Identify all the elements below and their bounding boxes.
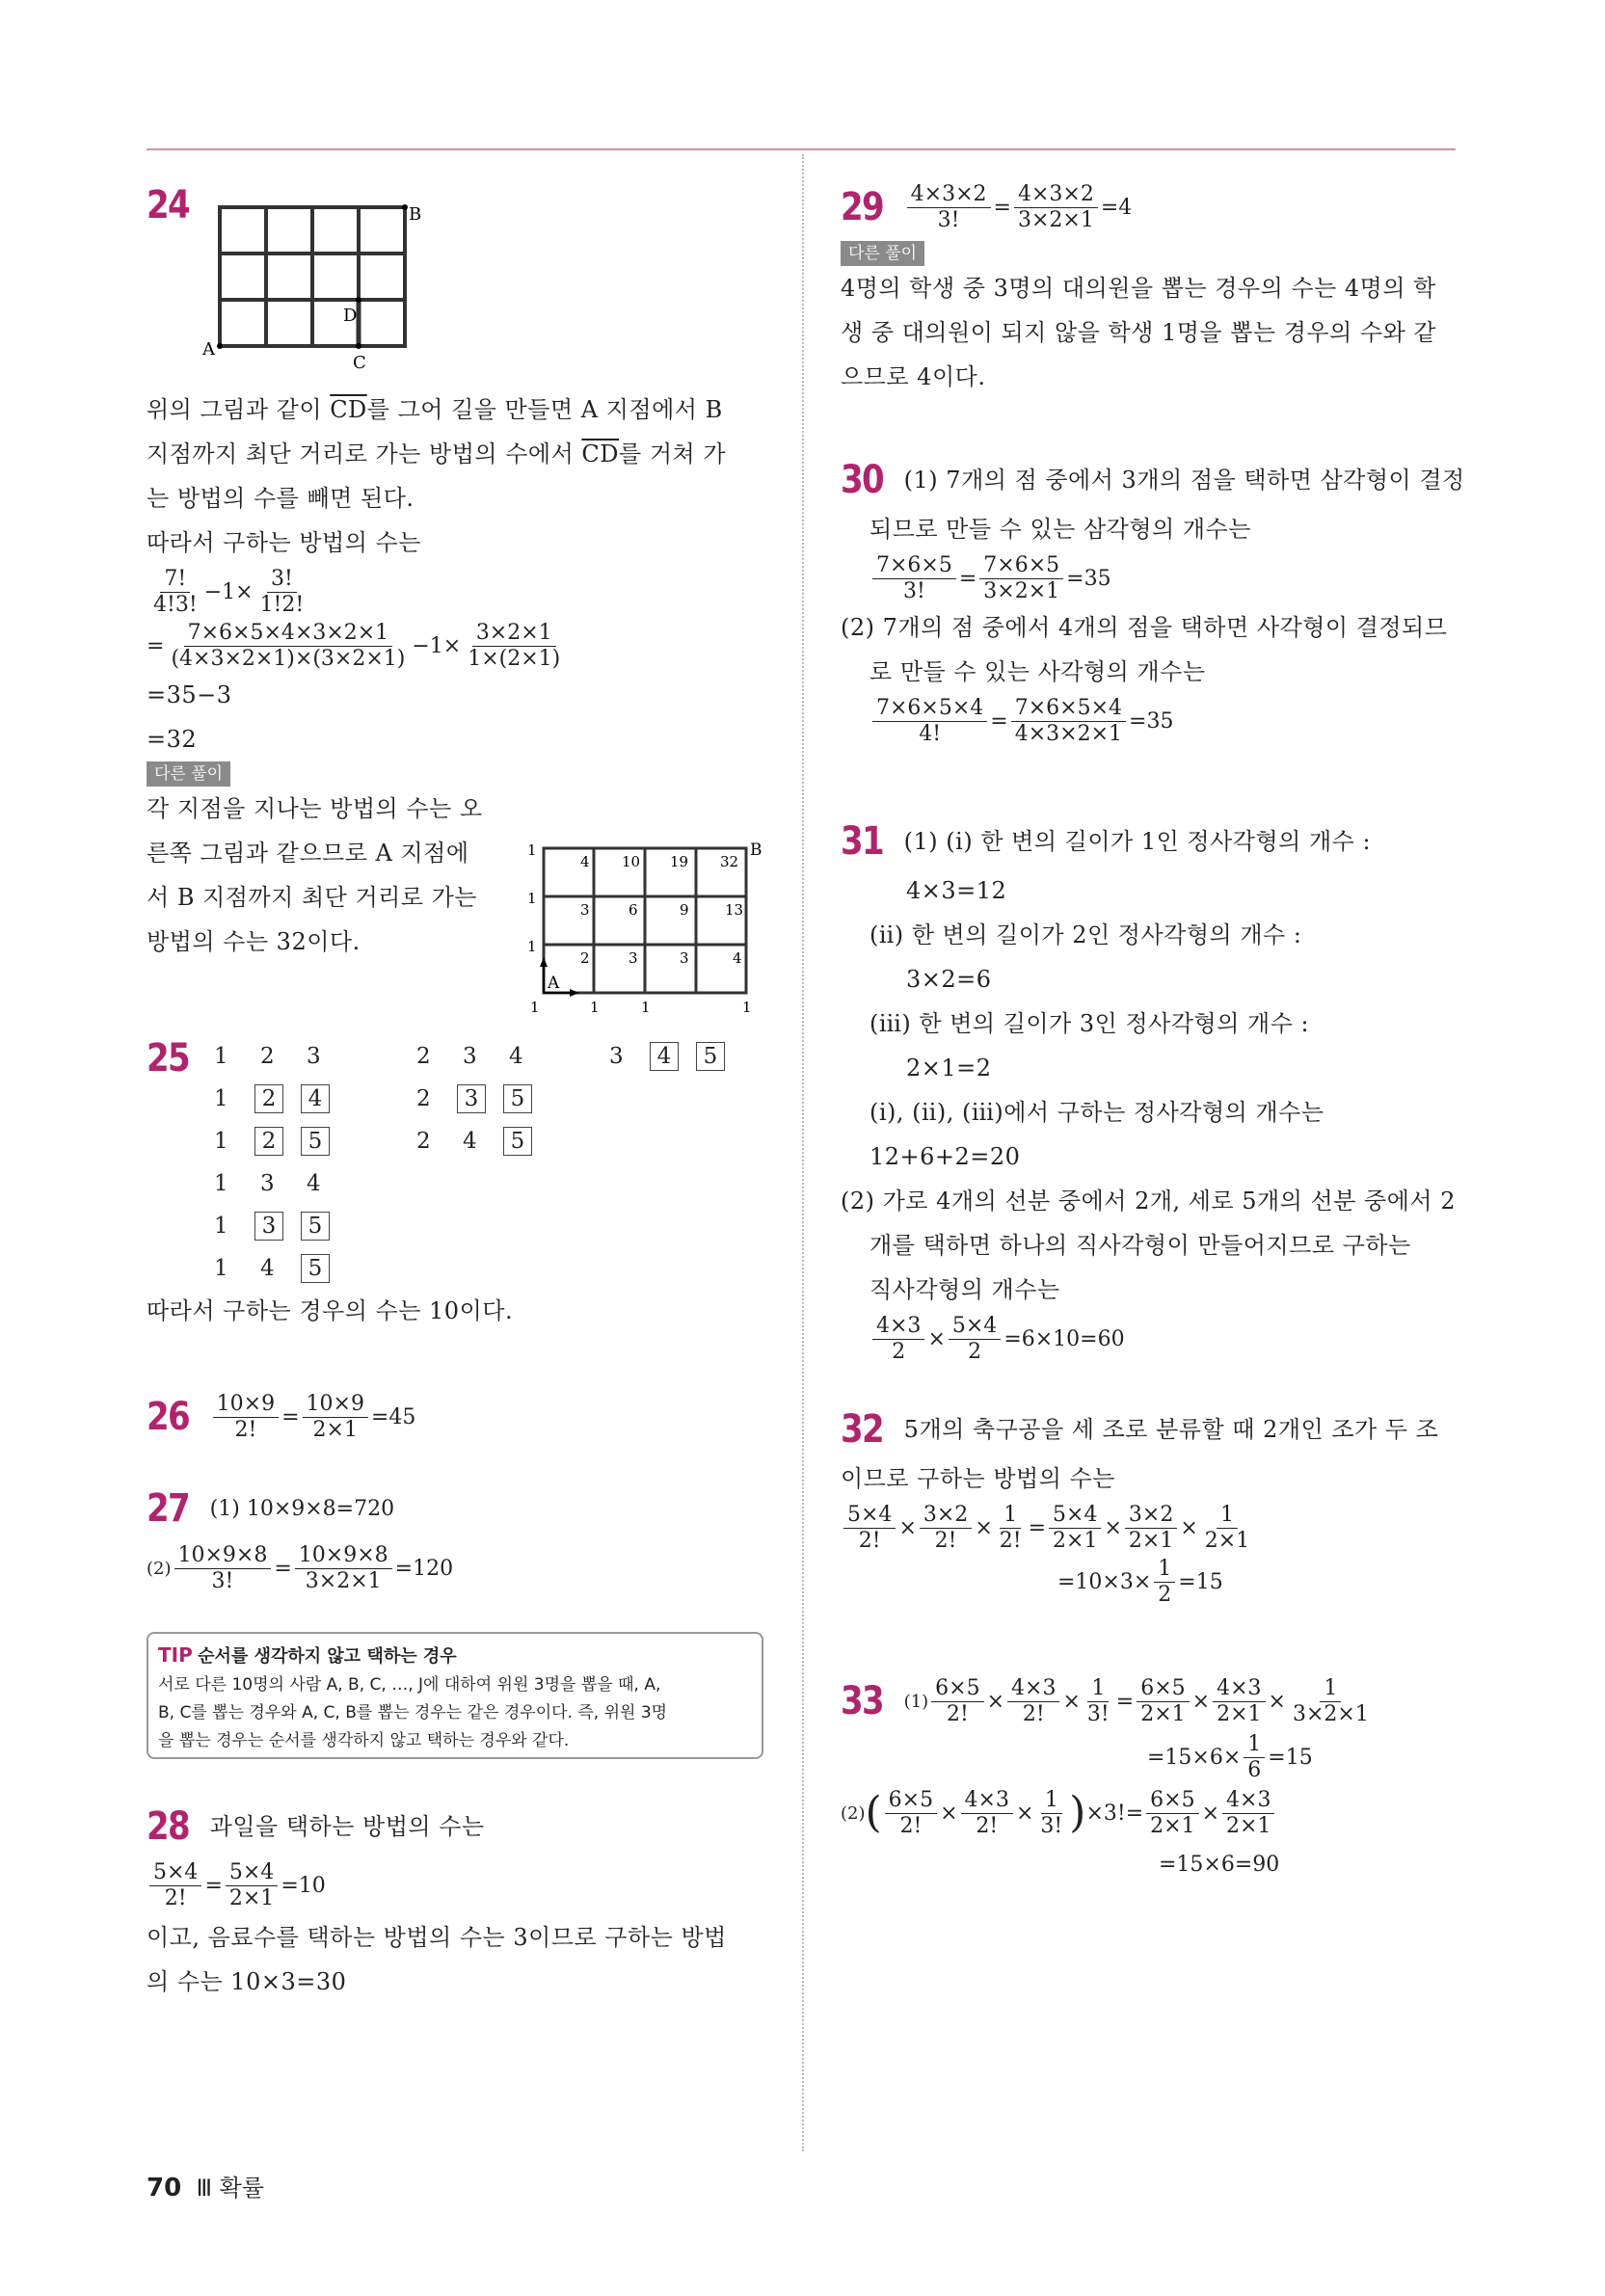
case-digit: 2: [416, 1129, 431, 1154]
problem-30: 30 (1) 7개의 점 중에서 3개의 점을 택하면 삼각형이 결정 되므로 만들 수 있는 삼각형의 개수는 $\frac{7\times 6\times 5}{3!}$ = $\frac{7\times 6\times 5}{3\times 2\times 1}$ =35 (2) 7개의 점 중에서 4개의 점을 택하면 사각형이 결정되므 로 만들 수 있는 사각형의 개수는 $\frac{7\times 6\times 5\times 4}{4!}$ = $\frac{7\times 6\times 5\times 4}{4\times 3\times 2\times 1}$ =35: [841, 458, 1465, 746]
text: 는 방법의 수를 빼면 된다.: [147, 485, 415, 512]
case-digit: 1: [214, 1214, 228, 1239]
text: 되므로 만들 수 있는 삼각형의 개수는: [869, 516, 1251, 543]
text: 4×3=12: [906, 877, 1007, 904]
case-digit: 5: [301, 1127, 330, 1156]
count: 10: [622, 853, 641, 870]
problem-27: 27 (1) 10×9×8=720 (2) $\frac{10\times 9\times 8}{3!}$ = $\frac{10\times 9\times 8}{3\times 2\times 1}$ =120: [147, 1486, 454, 1593]
case-digit: 2: [416, 1086, 431, 1111]
count: 1: [530, 999, 540, 1016]
case-digit: 3: [260, 1171, 275, 1196]
count: 1: [590, 999, 600, 1016]
count: 19: [670, 853, 689, 870]
count: 4: [580, 853, 590, 870]
label-a: A: [548, 974, 560, 993]
text: 3×2=6: [906, 966, 992, 993]
alt-solution-badge: 다른 풀이: [147, 761, 230, 787]
case-digit: 4: [509, 1044, 523, 1069]
text: (ⅱ) 한 변의 길이가 2인 정사각형의 개수 :: [869, 921, 1302, 948]
segment-cd: $\overline{CD}$: [581, 441, 620, 467]
case-digit: 4: [650, 1042, 679, 1071]
text: 을 뽑는 경우는 순서를 생각하지 않고 택하는 경우와 같다.: [158, 1731, 570, 1750]
case-digit: 2: [416, 1044, 431, 1069]
text: (2) 7개의 점 중에서 4개의 점을 택하면 사각형이 결정되므: [841, 614, 1448, 641]
text: (1) 10×9×8=720: [209, 1496, 395, 1521]
label-d: D: [343, 306, 358, 326]
count: 9: [680, 901, 689, 919]
equation: =35−3: [147, 681, 232, 708]
text: 따라서 구하는 경우의 수는 10이다.: [147, 1297, 514, 1324]
case-digit: 3: [254, 1212, 283, 1241]
case-digit: 1: [214, 1044, 228, 1069]
problem-32: 32 5개의 축구공을 세 조로 분류할 때 2개인 조가 두 조 이므로 구하는 방법의 수는 $\frac{5\times 4}{2!}$ × $\frac{3\times 2}{2!}$ × $\frac{1}{2!}$ = $\frac{5\times 4}{2\times 1}$ × $\frac{3\times 2}{2\times 1}$ × $\frac{1}{2\times 1}$ =10×3× $\frac{1}{2}$ =15: [841, 1402, 1462, 1609]
text: 생 중 대의원이 되지 않을 학생 1명을 뽑는 경우의 수와 같: [841, 319, 1437, 346]
problem-number: 27: [147, 1486, 189, 1531]
count: 1: [527, 938, 537, 955]
case-digit: 4: [260, 1256, 275, 1281]
segment-cd: $\overline{CD}$: [330, 396, 367, 423]
text: 으므로 4이다.: [841, 363, 986, 390]
text: 위의 그림과 같이: [147, 396, 331, 423]
grid-figure-24: [195, 202, 422, 376]
problem-number: 28: [147, 1804, 189, 1849]
case-digit: 1: [214, 1129, 228, 1154]
problem-26: 26 $\frac{10\times 9}{2!}$ = $\frac{10\times 9}{2\times 1}$ =45: [147, 1391, 416, 1442]
case-digit: 5: [301, 1254, 330, 1283]
case-digit: 4: [301, 1084, 330, 1113]
equation: =32: [147, 726, 198, 753]
case-digit: 1: [214, 1171, 228, 1196]
problem-number: 30: [841, 458, 883, 502]
label-b: B: [409, 204, 422, 225]
column-divider: [802, 154, 804, 2151]
count: 1: [641, 999, 651, 1016]
problem-number: 32: [841, 1407, 883, 1452]
count: 4: [733, 949, 742, 967]
case-digit: 5: [503, 1127, 532, 1156]
case-digit: 2: [254, 1127, 283, 1156]
problem-number: 33: [841, 1679, 883, 1723]
text: 2×1=2: [906, 1055, 992, 1081]
count: 32: [720, 853, 739, 870]
problem-number: 24: [147, 183, 189, 227]
count: 13: [725, 901, 744, 919]
text: 른쪽 그림과 같으므로 A 지점에: [147, 840, 469, 867]
case-digit: 3: [609, 1044, 624, 1069]
label-c: C: [353, 353, 366, 373]
case-digit: 4: [463, 1129, 477, 1154]
problem-31: 31 (1) (ⅰ) 한 변의 길이가 1인 정사각형의 개수 : 4×3=12 (ⅱ) 한 변의 길이가 2인 정사각형의 개수 : 3×2=6 (ⅲ) 한 변의 길이가 3인 정사각형의 개수 : 2×1=2 (ⅰ), (ⅱ), (ⅲ)에서 구하는 정사각형의 개수는 12+6+2=20 (2) 가로 4개의 선분 중에서 2개, 세로 5개의 선분 중에서 2 개를 택하면 하나의 직사각형이 만들어지므로 구하는 직사각형의 개수는 $\frac{4\times 3}{2}$ × $\frac{5\times 4}{2}$ =6×10=60: [841, 814, 1462, 1366]
problem-number: 29: [841, 185, 883, 229]
text: (2) 가로 4개의 선분 중에서 2개, 세로 5개의 선분 중에서 2: [841, 1188, 1456, 1215]
case-digit: 3: [457, 1084, 486, 1113]
problem-number: 25: [147, 1036, 189, 1081]
path-count-grid: [522, 834, 763, 1027]
problem-33: 33 (1) $\frac{6\times 5}{2!}$ × $\frac{4\times 3}{2!}$ × $\frac{1}{3!}$ = $\frac{6\times 5}{2\times 1}$ × $\frac{4\times 3}{2\times 1}$ × $\frac{1}{3\times 2\times 1}$ =15×6× $\frac{1}{6}$ =15 (2) ( $\frac{6\times 5}{2!}$ × $\frac{4\times 3}{2!}$ × $\frac{1}{3!}$ ) ×3! = $\frac{6\times 5}{2\times 1}$ × $\frac{4\times 3}{2\times 1}$ =15×6=90: [841, 1672, 1462, 1886]
text: 서로 다른 10명의 사람 A, B, C, …, J에 대하여 위원 3명을 뽑을 때, A,: [158, 1675, 661, 1695]
text: 를 거쳐 가: [619, 441, 727, 467]
tip-label: TIP: [158, 1643, 193, 1667]
text: B, C를 뽑는 경우와 A, C, B를 뽑는 경우는 같은 경우이다. 즉, 위원 3명: [158, 1703, 668, 1722]
text: 4명의 학생 중 3명의 대의원을 뽑는 경우의 수는 4명의 학: [841, 275, 1436, 302]
text: (ⅰ), (ⅱ), (ⅲ)에서 구하는 정사각형의 개수는: [869, 1099, 1324, 1126]
section-title: Ⅲ 확률: [196, 2175, 264, 2202]
count: 1: [527, 841, 537, 859]
case-digit: 3: [307, 1044, 321, 1069]
case-digit: 4: [307, 1171, 321, 1196]
problem-29: 29 $\frac{4\times 3\times 2}{3!}$ = $\frac{4\times 3\times 2}{3\times 2\times 1}$ =4 다른 풀이 4명의 학생 중 3명의 대의원을 뽑는 경우의 수는 4명의 학 생 중 대의원이 되지 않을 학생 1명을 뽑는 경우의 수와 같 으므로 4이다.: [841, 174, 1462, 399]
text: 개를 택하면 하나의 직사각형이 만들어지므로 구하는: [869, 1232, 1411, 1259]
text: 과일을 택하는 방법의 수는: [209, 1813, 485, 1840]
case-digit: 5: [503, 1084, 532, 1113]
count: 3: [680, 949, 689, 967]
count: 1: [742, 999, 752, 1016]
count: 3: [580, 901, 590, 919]
tip-box: [147, 1632, 763, 1759]
equation: =15×6=90: [1159, 1852, 1280, 1877]
text: 직사각형의 개수는: [869, 1276, 1060, 1303]
text: 5개의 축구공을 세 조로 분류할 때 2개인 조가 두 조: [903, 1416, 1439, 1443]
text: 각 지점을 지나는 방법의 수는 오: [147, 795, 483, 822]
text: 로 만들 수 있는 사각형의 개수는: [869, 658, 1206, 685]
count: 3: [629, 949, 638, 967]
equation: = $\frac{7\times 6\times 5\times 4\times 3\times 2\times 1}{(4\times 3\times 2\times 1)\times(3\times 2\times 1)}$ −1× $\frac{3\times 2\times 1}{1\times(2\times 1)}$: [147, 620, 561, 671]
case-digit: 1: [214, 1256, 228, 1281]
text: 를 그어 길을 만들면 A 지점에서 B: [366, 396, 723, 423]
label-a: A: [202, 339, 215, 360]
case-digit: 2: [254, 1084, 283, 1113]
case-list: [214, 1044, 754, 1285]
count: 6: [629, 901, 638, 919]
problem-24: [147, 183, 768, 1016]
alt-solution-badge: 다른 풀이: [841, 241, 924, 266]
case-digit: 1: [214, 1086, 228, 1111]
problem-25: [147, 1036, 768, 1324]
equation: $\frac{7!}{4!3!}$ −1× $\frac{3!}{1!2!}$: [153, 566, 305, 617]
text: 따라서 구하는 방법의 수는: [147, 529, 421, 556]
text: 12+6+2=20: [869, 1143, 1021, 1170]
count: 2: [580, 949, 590, 967]
text: 이고, 음료수를 택하는 방법의 수는 3이므로 구하는 방법: [147, 1924, 727, 1951]
text: (1) (ⅰ) 한 변의 길이가 1인 정사각형의 개수 :: [903, 828, 1372, 855]
text: 이므로 구하는 방법의 수는: [841, 1465, 1115, 1492]
problem-28: 28 과일을 택하는 방법의 수는 $\frac{5\times 4}{2!}$ = $\frac{5\times 4}{2\times 1}$ =10 이고, 음료수를 택하는 방법의 수는 3이므로 구하는 방법 의 수는 10×3=30: [147, 1798, 768, 2004]
label-b: B: [750, 841, 762, 860]
text: 의 수는 10×3=30: [147, 1968, 347, 1995]
case-digit: 5: [301, 1212, 330, 1241]
case-digit: 5: [696, 1042, 725, 1071]
text: 서 B 지점까지 최단 거리로 가는: [147, 884, 477, 911]
problem-number: 31: [841, 819, 883, 864]
count: 1: [527, 890, 537, 907]
tip-title: 순서를 생각하지 않고 택하는 경우: [198, 1646, 457, 1667]
page-number: 70: [147, 2174, 182, 2203]
page-footer: [147, 2169, 264, 2203]
problem-number: 26: [147, 1395, 189, 1439]
case-digit: 2: [260, 1044, 275, 1069]
text: 지점까지 최단 거리로 가는 방법의 수에서: [147, 441, 582, 467]
text: 방법의 수는 32이다.: [147, 928, 361, 955]
text: (1) 7개의 점 중에서 3개의 점을 택하면 삼각형이 결정: [903, 467, 1465, 494]
case-digit: 3: [463, 1044, 477, 1069]
top-rule: [147, 148, 1456, 150]
text: (ⅲ) 한 변의 길이가 3인 정사각형의 개수 :: [869, 1010, 1310, 1037]
